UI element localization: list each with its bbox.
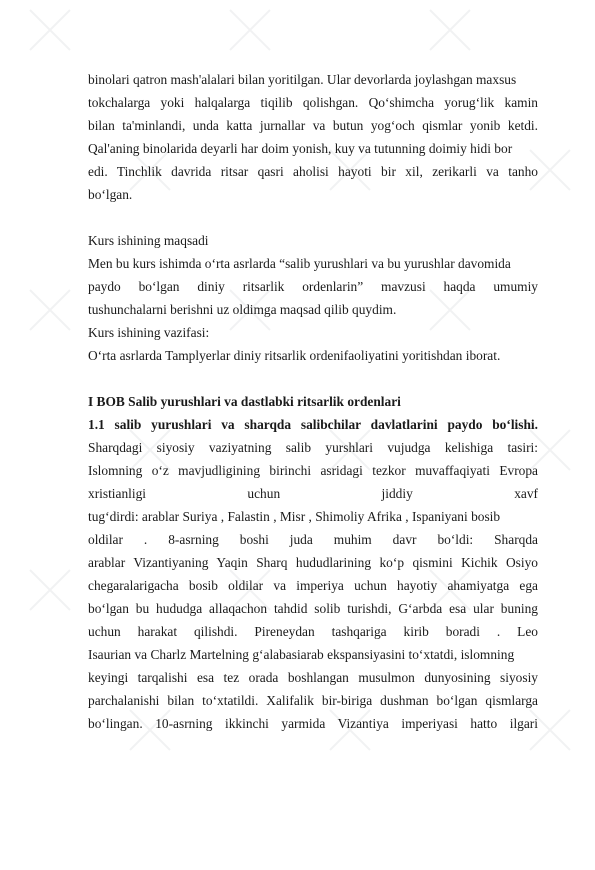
text-line: parchalanishi bilan to‘xtatildi. Xalifalik bir-biriga dushman bo‘lgan qismlarga — [88, 693, 538, 708]
text-line: Qal'aning binolarida deyarli har doim yonish, kuy va tutunning doimiy hidi bor — [88, 141, 513, 156]
text-line: Isaurian va Charlz Martelning g‘alabasiarab ekspansiyasini to‘xtatdi, islomning — [88, 647, 515, 662]
chapter-title: I BOB Salib yurushlari va dastlabki ritsarlik ordenlari — [88, 394, 401, 409]
section-heading: Kurs ishining maqsadi — [88, 233, 209, 248]
text-line: chegaralarigacha bosib oldilar va imperiya uchun hayotiy ahamiyatga ega — [88, 578, 538, 593]
text-line: edi. Tinchlik davrida ritsar qasri aholisi hayoti bir xil, zerikarli va tanho — [88, 164, 538, 179]
blank-line — [88, 367, 538, 390]
text-line: tushunchalarni berishni uz oldimga maqsad qilib quydim. — [88, 302, 397, 317]
text-line: tug‘dirdi: arablar Suriya , Falastin , Misr , Shimoliy Afrika , Ispaniyani bosib — [88, 509, 501, 524]
text-line: oldilar . 8-asrning boshi juda muhim davr bo‘ldi: Sharqda — [88, 532, 538, 547]
text-line: paydo bo‘lgan diniy ritsarlik ordenlarin” mavzusi haqda umumiy — [88, 279, 538, 294]
text-line: bo‘lgan bu hududga allaqachon tahdid solib turishdi, G‘arbda esa ular buning — [88, 601, 538, 616]
text-line: Sharqdagi siyosiy vaziyatning salib yurshlari vujudga kelishiga tasiri: — [88, 440, 538, 455]
text-line: O‘rta asrlarda Tamplyerlar diniy ritsarlik ordenifaoliyatini yoritishdan iborat. — [88, 348, 501, 363]
document-page — [88, 68, 538, 735]
text-line: tokchalarga yoki halqalarga tiqilib qolishgan. Qo‘shimcha yorug‘lik kamin — [88, 95, 538, 110]
text-line: Islomning o‘z mavjudligining birinchi asridagi tezkor muvaffaqiyati Evropa — [88, 463, 538, 478]
subsection-title: 1.1 salib yurushlari va sharqda salibchilar davlatlarini paydo bo‘lishi. — [88, 417, 538, 432]
section-heading: Kurs ishining vazifasi: — [88, 325, 210, 340]
text-line: xristianligi uchun jiddiy xavf — [88, 486, 538, 501]
text-line: binolari qatron mash'alalari bilan yoritilgan. Ular devorlarda joylashgan maxsus — [88, 72, 517, 87]
text-line: bo‘lingan. 10-asrning ikkinchi yarmida Vizantiya imperiyasi hatto ilgari — [88, 716, 538, 731]
text-line: bilan ta'minlandi, unda katta jurnallar va butun yog‘och qismlar yonib ketdi. — [88, 118, 538, 133]
text-line: keyingi tarqalishi esa tez orada boshlangan musulmon dunyosining siyosiy — [88, 670, 538, 685]
text-line: uchun harakat qilishdi. Pireneydan tashqariga kirib boradi . Leo — [88, 624, 538, 639]
text-line: arablar Vizantiyaning Yaqin Sharq hududlarining ko‘p qismini Kichik Osiyo — [88, 555, 538, 570]
text-line: Men bu kurs ishimda o‘rta asrlarda “salib yurushlari va bu yurushlar davomida — [88, 256, 511, 271]
text-line: bo‘lgan. — [88, 187, 133, 202]
blank-line — [88, 206, 538, 229]
